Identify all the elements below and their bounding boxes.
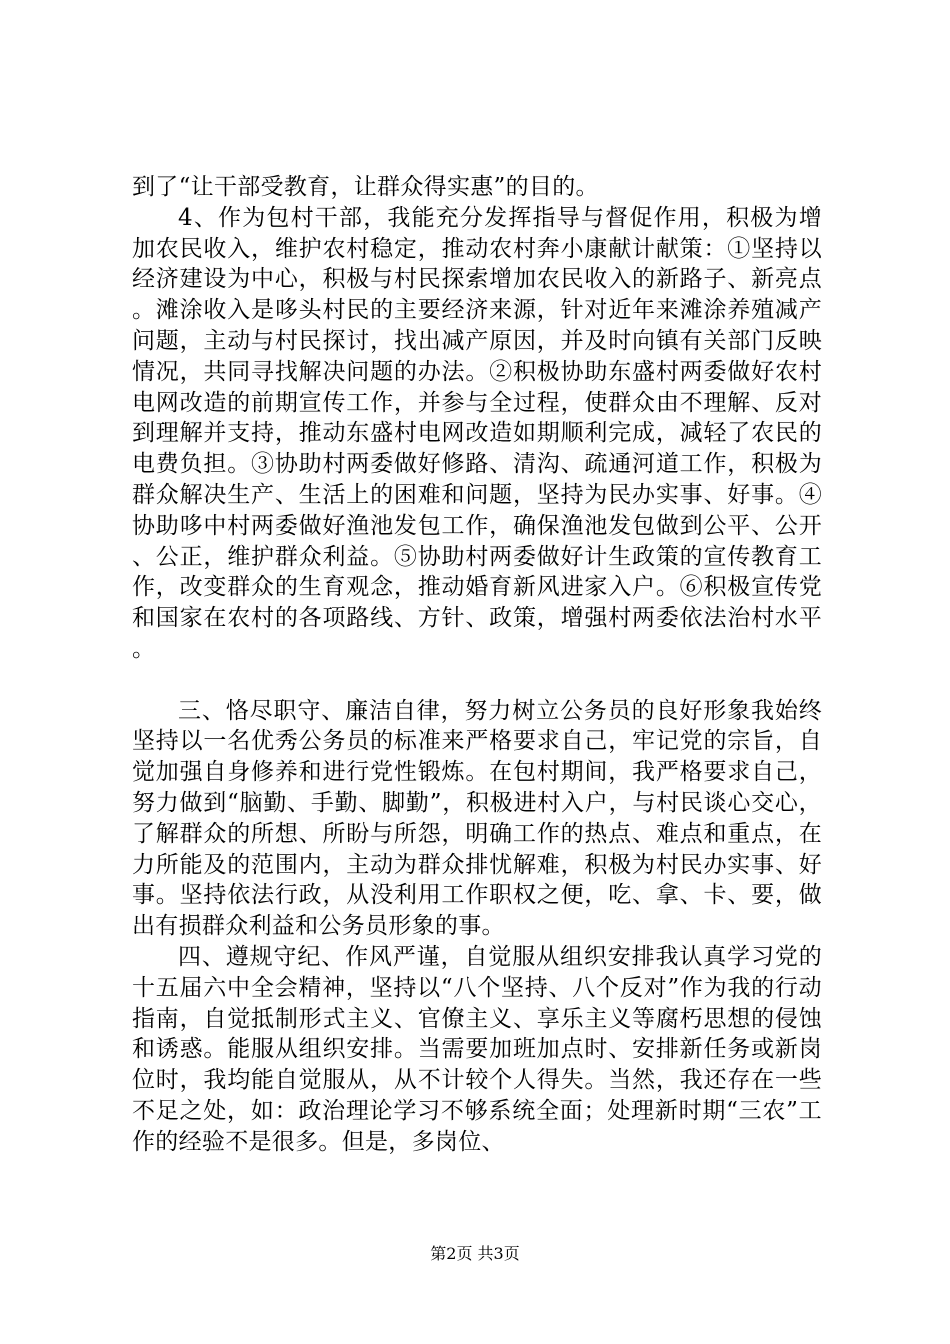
paragraph-section-4: 四、遵规守纪、作风严谨，自觉服从组织安排我认真学习党的十五届六中全会精神，坚持以“八个坚持、八个反对”作为我的行动指南，自觉抵制形式主义、官僚主义、享乐主义等腐朽思想的侵蚀和诱惑。能服从组织安排。当需要加班加点时、安排新任务或新岗位时，我均能自觉服从，从不计较个人得失。当然，我还存在一些不足之处，如：政治理论学习不够系统全面；处理新时期“三农”工作的经验不是很多。但是，多岗位、 <box>132 943 822 1155</box>
document-body <box>132 172 822 1158</box>
paragraph-continuation: 到了“让干部受教育，让群众得实惠”的目的。 <box>132 174 599 200</box>
page-number-footer: 第2页 共3页 <box>430 1244 520 1263</box>
paragraph-section-3: 三、恪尽职守、廉洁自律，努力树立公务员的良好形象我始终坚持以一名优秀公务员的标准来严格要求自己，牢记党的宗旨，自觉加强自身修养和进行党性锻炼。在包村期间，我严格要求自己，努力做到“脑勤、手勤、脚勤”，积极进村入户，与村民谈心交心，了解群众的所想、所盼与所怨，明确工作的热点、难点和重点，在力所能及的范围内，主动为群众排忧解难，积极为村民办实事、好事。坚持依法行政，从没利用工作职权之便，吃、拿、卡、要，做出有损群众利益和公务员形象的事。 <box>132 697 822 940</box>
paragraph-item-4: 4、作为包村干部，我能充分发挥指导与督促作用，积极为增加农民收入，维护农村稳定，推动农村奔小康献计献策：①坚持以经济建设为中心，积极与村民探索增加农民收入的新路子、新亮点。滩涂收入是哆头村民的主要经济来源，针对近年来滩涂养殖减产问题，主动与村民探讨，找出减产原因，并及时向镇有关部门反映情况，共同寻找解决问题的办法。②积极协助东盛村两委做好农村电网改造的前期宣传工作，并参与全过程，使群众由不理解、反对到理解并支持，推动东盛村电网改造如期顺利完成，减轻了农民的电费负担。③协助村两委做好修路、清沟、疏通河道工作，积极为群众解决生产、生活上的困难和问题，坚持为民办实事、好事。④协助哆中村两委做好渔池发包工作，确保渔池发包做到公平、公开、公正，维护群众利益。⑤协助村两委做好计生政策的宣传教育工作，改变群众的生育观念，推动婚育新风进家入户。⑥积极宣传党和国家在农村的各项路线、方针、政策，增强村两委依法治村水平。 <box>132 204 822 662</box>
